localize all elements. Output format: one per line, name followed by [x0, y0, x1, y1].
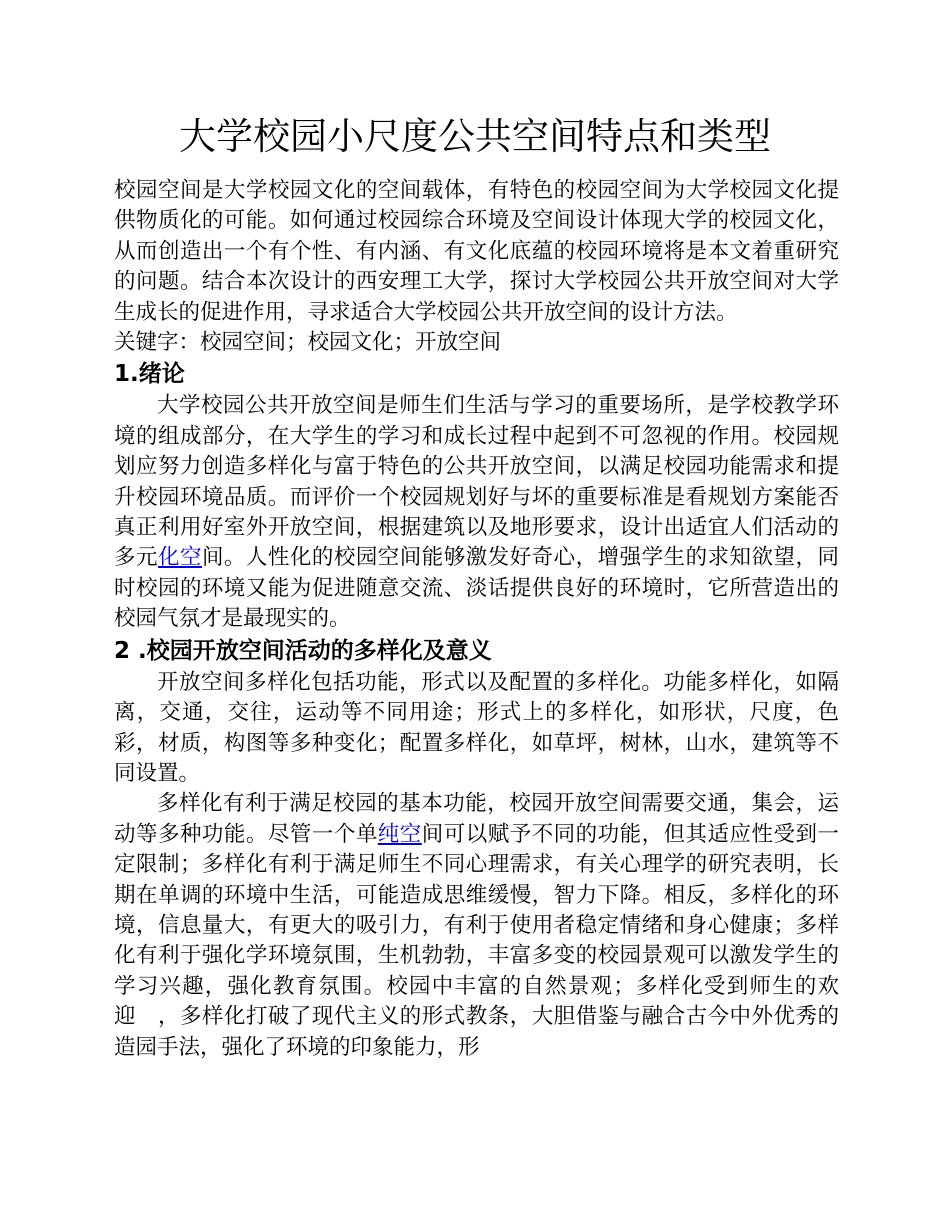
inline-link[interactable]: 化空	[157, 545, 202, 571]
diversity-paragraph-2	[114, 789, 839, 1063]
keywords-line: 关键字：校园空间；校园文化；开放空间	[114, 330, 502, 356]
paragraph-text: 大学校园公共开放空间是师生们生活与学习的重要场所，是学校教学环境的组成部分，在大学生的学习和成长过程中起到不可忽视的作用。校园规划应努力创造多样化与富于特色的公共开放空间，以满足校园功能需求和提升校园环境品质。而评价一个校园规划好与坏的重要标准是看规划方案能否真正利用好室外开放空间，根据建筑以及地形要求，设计出适宜人们活动的多元	[114, 393, 839, 571]
introduction-paragraph	[114, 391, 839, 634]
inline-link[interactable]: 纯空	[377, 821, 422, 847]
section-heading-introduction: 1.绪论	[114, 361, 185, 388]
diversity-paragraph-1: 开放空间多样化包括功能，形式以及配置的多样化。功能多样化，如隔离，交通，交往，运动等不同用途；形式上的多样化，如形状，尺度，色彩，材质，构图等多种变化；配置多样化，如草坪，树林，山水，建筑等不同设置。	[114, 669, 839, 786]
paragraph-text: 多样化有利于满足校园的基本功能，校园开放空间需要交通，集会，运动等多种功能。尽管一个单	[114, 791, 839, 847]
abstract-paragraph: 校园空间是大学校园文化的空间载体，有特色的校园空间为大学校园文化提供物质化的可能。如何通过校园综合环境及空间设计体现大学的校园文化，从而创造出一个有个性、有内涵、有文化底蕴的校园环境将是本文着重研究的问题。结合本次设计的西安理工大学，探讨大学校园公共开放空间对大学生成长的促进作用，寻求适合大学校园公共开放空间的设计方法。	[114, 178, 839, 325]
paragraph-text: 间。人性化的校园空间能够激发好奇心，增强学生的求知欲望，同时校园的环境又能为促进随意交流、淡话提供良好的环境时，它所营造出的校园气氛才是最现实的。	[114, 545, 839, 632]
section-heading-diversity: 2 .校园开放空间活动的多样化及意义	[114, 637, 492, 664]
paragraph-text: 间可以赋予不同的功能，但其适应性受到一定限制；多样化有利于满足师生不同心理需求，有关心理学的研究表明，长期在单调的环境中生活，可能造成思维缓慢，智力下降。相反，多样化的环境，信息量大，有更大的吸引力，有利于使用者稳定情绪和身心健康；多样化有利于强化学环境氛围，生机勃勃，丰富多变的校园景观可以激发学生的学习兴趣，强化教育氛围。校园中丰富的自然景观；多样化受到师生的欢迎 ，多样化打破了现代主义的形式教条，大胆借鉴与融合古今中外优秀的造园手法，强化了环境的印象能力，形	[114, 821, 839, 1060]
document-body	[114, 176, 839, 1063]
document-title: 大学校园小尺度公共空间特点和类型	[179, 115, 771, 158]
